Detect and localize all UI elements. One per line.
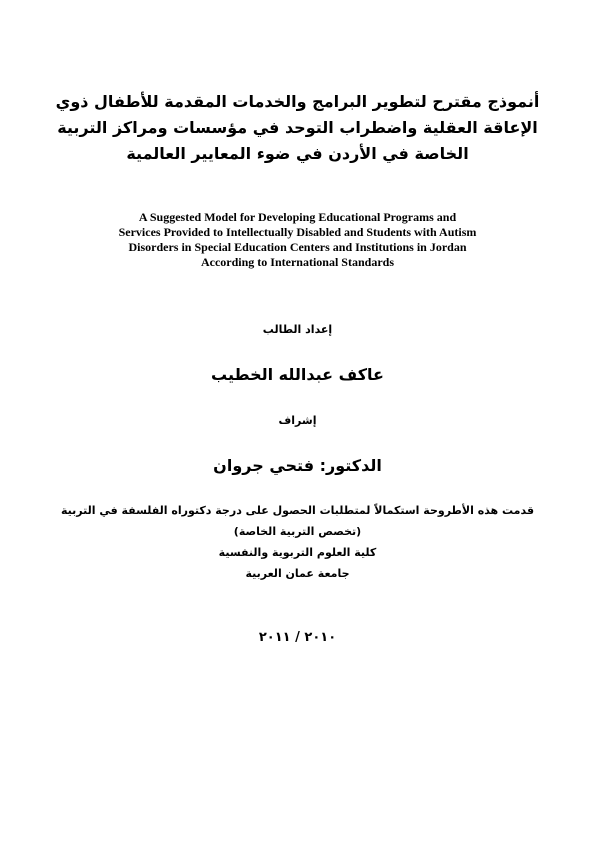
faculty-name: كلية العلوم التربوية والنفسية (218, 546, 377, 559)
supervisor-name: الدكتور: فتحي جروان (213, 456, 382, 475)
english-title-line-2: Services Provided to Intellectually Disabled and Students with Autism (118, 225, 477, 239)
english-title-line-3: Disorders in Special Education Centers and Institutions in Jordan (128, 240, 467, 254)
english-title-line-1: A Suggested Model for Developing Educational Programs and (138, 210, 457, 224)
arabic-title-line-2: الإعاقة العقلية واضطراب التوحد في مؤسسات ومراكز التربية (57, 118, 538, 137)
university-name: جامعة عمان العربية (245, 567, 350, 580)
academic-year: ٢٠١٠ / ٢٠١١ (258, 630, 337, 645)
specialization: (تخصص التربية الخاصة) (233, 525, 362, 538)
supervision-label: إشراف (278, 414, 317, 427)
institution-block (0, 500, 595, 584)
degree-statement: قدمت هذه الأطروحة استكمالاً لمتطلبات الحصول على درجة دكتوراه الفلسفة في التربية (60, 504, 535, 517)
arabic-title-line-3: الخاصة في الأردن في ضوء المعايير العالمية (126, 144, 469, 163)
arabic-title-line-1: أنموذج مقترح لتطوير البرامج والخدمات المقدمة للأطفال ذوي (55, 92, 540, 111)
student-name: عاكف عبدالله الخطيب (211, 365, 384, 384)
arabic-title (0, 89, 595, 167)
prepared-by-label: إعداد الطالب (262, 323, 333, 336)
english-title (0, 210, 595, 270)
english-title-line-4: According to International Standards (200, 255, 394, 269)
